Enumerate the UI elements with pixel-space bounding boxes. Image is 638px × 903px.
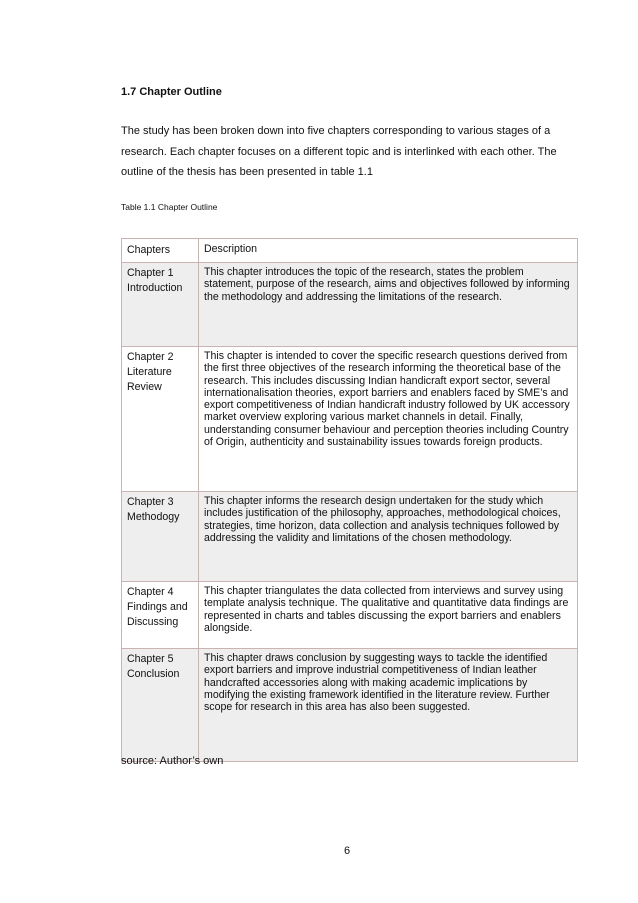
table-source: source: Author’s own [121, 755, 224, 767]
page-number: 6 [344, 845, 351, 857]
table-row [122, 649, 578, 762]
chapter-cell: Chapter 3 Methodogy [122, 492, 199, 582]
description-cell: This chapter is intended to cover the specific research questions derived from the first three objectives of the research informing the theoretical base of the research. This includes discussing Indian handicraft export sector, several internationalisation theories, export barriers and enablers faced by SME’s and export competitiveness of Indian handicraft industry followed by UK accessory market overview exploring various market channels in detail. Finally, understanding consumer behaviour and perception theories including Country of Origin, authenticity and sustainability issues towards foreign products. [199, 347, 578, 492]
table-caption: Table 1.1 Chapter Outline [121, 202, 218, 212]
chapter-cell: Chapter 1 Introduction [122, 263, 199, 347]
table-row [122, 492, 578, 582]
description-cell: This chapter introduces the topic of the research, states the problem statement, purpose of the research, aims and objectives followed by informing the methodology and addressing the limitations of the research. [199, 263, 578, 347]
chapter-outline-table [121, 238, 578, 762]
table-header-row [122, 239, 578, 263]
header-description: Description [199, 239, 578, 263]
description-cell: This chapter informs the research design undertaken for the study which includes justification of the philosophy, approaches, methodological choices, strategies, time horizon, data collection and analysis techniques followed by addressing the validity and limitations of the chosen methodology. [199, 492, 578, 582]
description-cell: This chapter triangulates the data collected from interviews and survey using template analysis technique. The qualitative and quantitative data findings are represented in charts and tables discussing the export barriers and enablers alongside. [199, 582, 578, 649]
table-row [122, 347, 578, 492]
chapter-cell: Chapter 5 Conclusion [122, 649, 199, 762]
table-row [122, 263, 578, 347]
chapter-cell: Chapter 4 Findings and Discussing [122, 582, 199, 649]
header-chapters: Chapters [122, 239, 199, 263]
chapter-cell: Chapter 2 Literature Review [122, 347, 199, 492]
section-heading: 1.7 Chapter Outline [121, 86, 222, 98]
intro-paragraph: The study has been broken down into five chapters corresponding to various stages of a research. Each chapter focuses on a different topic and is interlinked with each other. The outline of the thesis has been presented in table 1.1 [121, 125, 557, 178]
description-cell: This chapter draws conclusion by suggesting ways to tackle the identified export barriers and improve industrial competitiveness of Indian leather handcrafted accessories along with making academic implications by modifying the existing framework identified in the literature review. Further scope for research in this area has also been suggested. [199, 649, 578, 762]
table-row [122, 582, 578, 649]
